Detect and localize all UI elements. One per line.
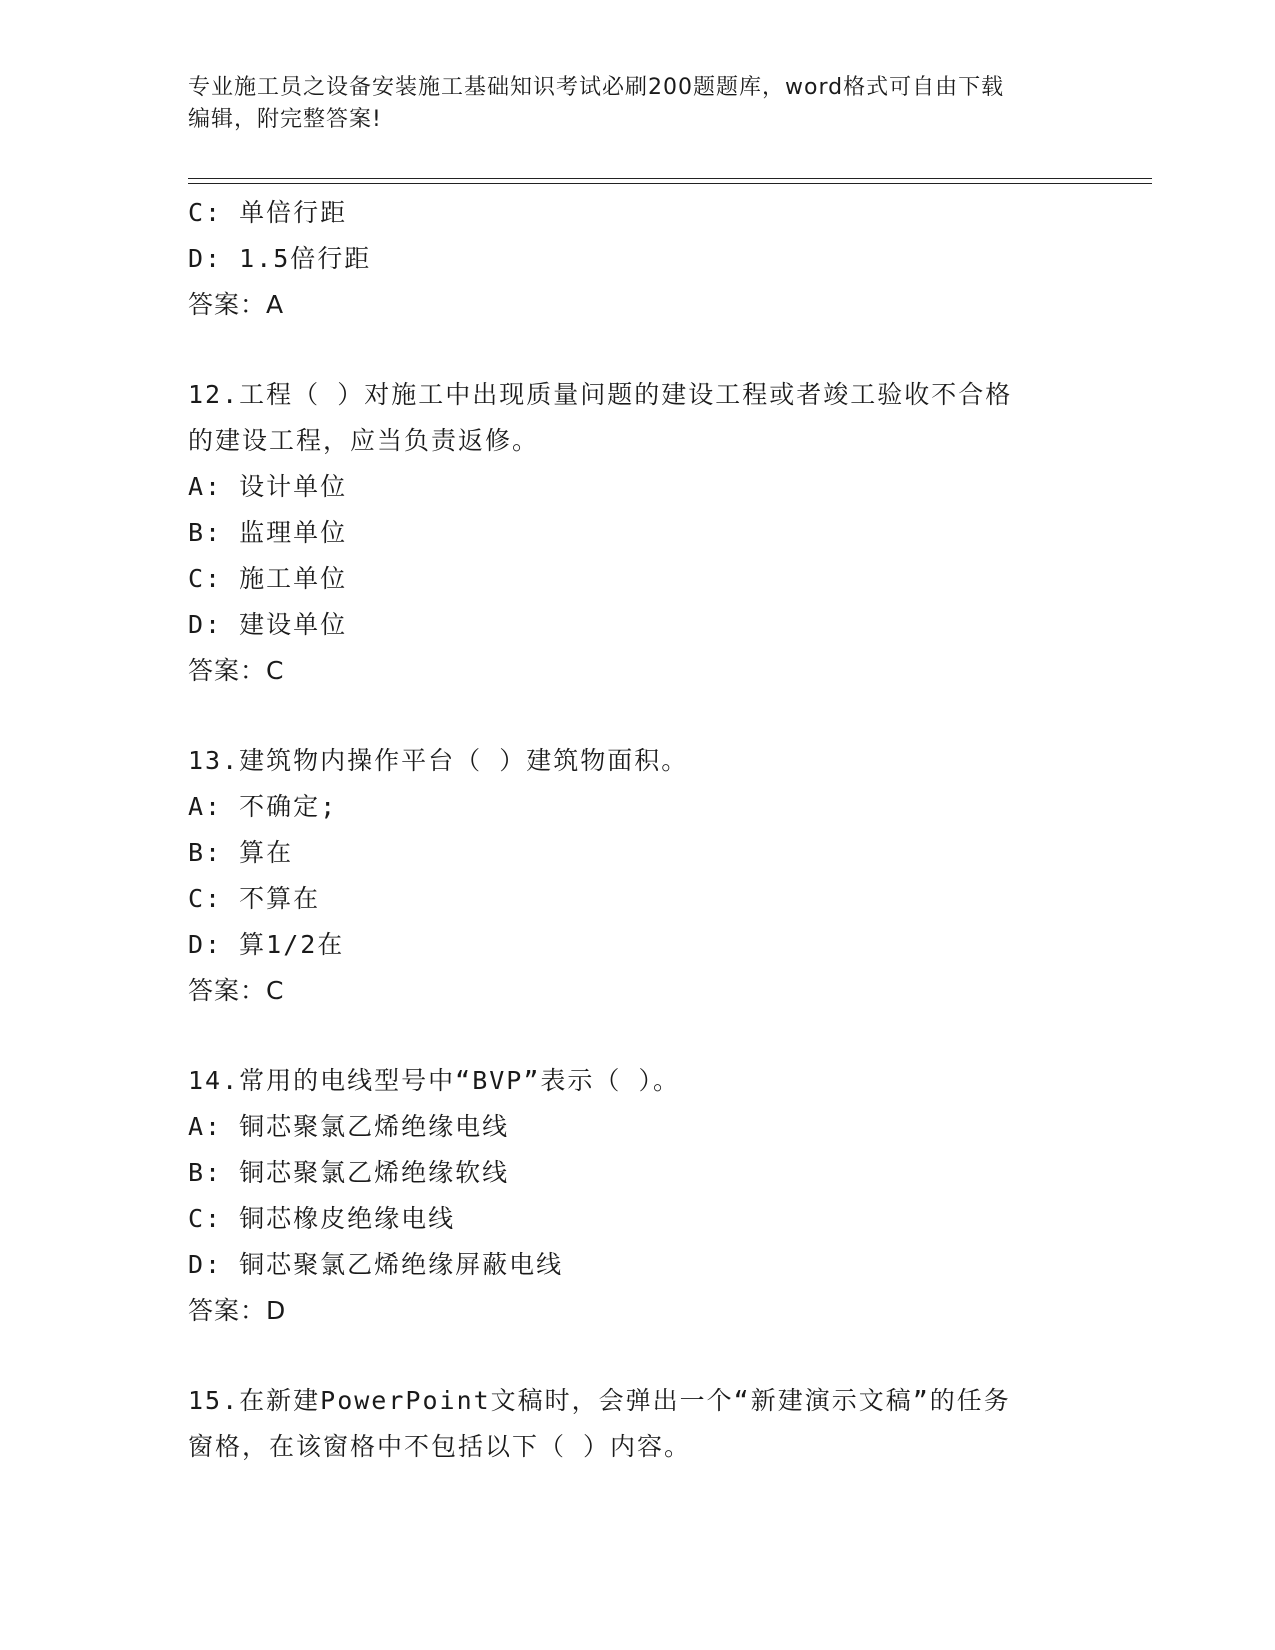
question-list <box>188 190 1088 1470</box>
question-15 <box>188 1378 1088 1470</box>
question-stem: 12.工程（ ）对施工中出现质量问题的建设工程或者竣工验收不合格 <box>188 380 1013 409</box>
header-divider-top <box>188 178 1152 179</box>
option-b: B: 算在 <box>188 838 294 867</box>
question-stem: 13.建筑物内操作平台（ ）建筑物面积。 <box>188 746 689 775</box>
question-11-continuation <box>188 190 1088 328</box>
question-stem-continued: 的建设工程，应当负责返修。 <box>188 426 540 455</box>
option-d: D: 建设单位 <box>188 610 348 639</box>
header-divider-bottom <box>188 183 1152 184</box>
header-title-line1: 专业施工员之设备安装施工基础知识考试必刷200题题库，word格式可自由下载 <box>188 75 1005 100</box>
option-c: C: 铜芯橡皮绝缘电线 <box>188 1204 456 1233</box>
question-stem: 14.常用的电线型号中“BVP”表示（ ）。 <box>188 1066 680 1095</box>
option-c: C: 单倍行距 <box>188 198 348 227</box>
answer-line: 答案：A <box>188 290 285 319</box>
option-b: B: 监理单位 <box>188 518 348 547</box>
option-d: D: 1.5倍行距 <box>188 244 372 273</box>
option-c: C: 不算在 <box>188 884 321 913</box>
option-c: C: 施工单位 <box>188 564 348 593</box>
option-b: B: 铜芯聚氯乙烯绝缘软线 <box>188 1158 510 1187</box>
question-13 <box>188 738 1088 1014</box>
question-12 <box>188 372 1088 694</box>
option-d: D: 算1/2在 <box>188 930 345 959</box>
option-d: D: 铜芯聚氯乙烯绝缘屏蔽电线 <box>188 1250 564 1279</box>
option-a: A: 铜芯聚氯乙烯绝缘电线 <box>188 1112 510 1141</box>
option-a: A: 设计单位 <box>188 472 348 501</box>
question-stem-continued: 窗格，在该窗格中不包括以下（ ）内容。 <box>188 1432 692 1461</box>
question-stem: 15.在新建PowerPoint文稿时，会弹出一个“新建演示文稿”的任务 <box>188 1386 1011 1415</box>
document-header <box>188 72 1068 136</box>
option-a: A: 不确定; <box>188 792 338 821</box>
header-title-line2: 编辑，附完整答案! <box>188 107 382 132</box>
answer-line: 答案：C <box>188 656 285 685</box>
answer-line: 答案：D <box>188 1296 287 1325</box>
question-14 <box>188 1058 1088 1334</box>
answer-line: 答案：C <box>188 976 285 1005</box>
